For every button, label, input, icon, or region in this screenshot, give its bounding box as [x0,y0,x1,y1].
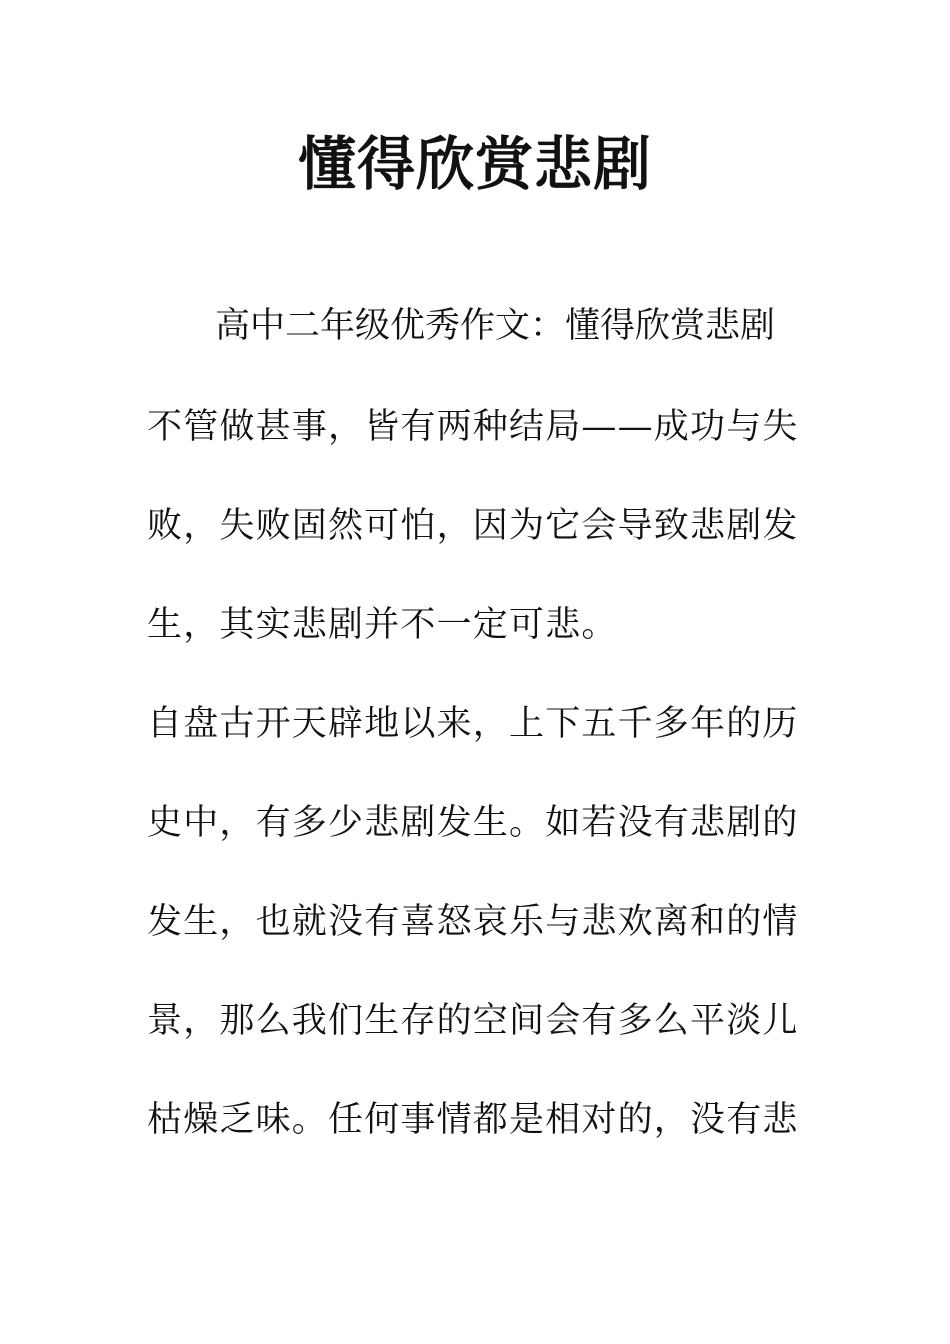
text-line: 枯燥乏味。任何事情都是相对的，没有悲 [147,1100,799,1140]
text-line: 景，那么我们生存的空间会有多么平淡儿 [147,1001,799,1041]
text-line: 败，失败固然可怕，因为它会导致悲剧发 [147,506,799,546]
text-line: 不管做甚事，皆有两种结局——成功与失 [147,407,799,447]
text-line: 史中，有多少悲剧发生。如若没有悲剧的 [147,803,799,843]
page-title: 懂得欣赏悲剧 [297,130,652,198]
text-line: 发生，也就没有喜怒哀乐与悲欢离和的情 [147,902,799,942]
text-line: 生，其实悲剧并不一定可悲。 [147,605,618,645]
text-line: 自盘古开天辟地以来，上下五千多年的历 [147,704,799,744]
subtitle-line: 高中二年级优秀作文：懂得欣赏悲剧 [215,306,776,346]
